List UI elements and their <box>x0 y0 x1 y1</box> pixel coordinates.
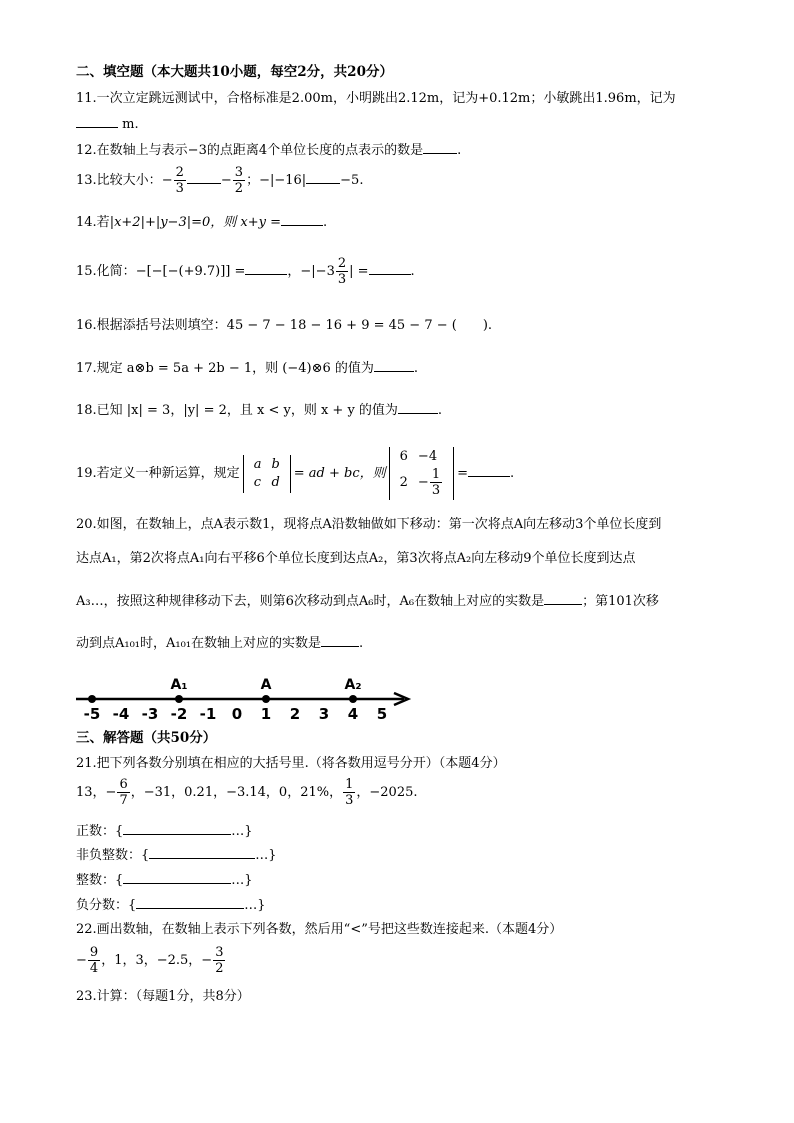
numbers-part-a: 13，− <box>76 785 117 800</box>
point-marker <box>262 695 270 703</box>
point-marker <box>88 695 96 703</box>
question-13-part-2: ；−|−16| <box>246 173 307 188</box>
answer-blank[interactable] <box>544 592 582 605</box>
point-label: A₁ <box>170 677 188 693</box>
question-14 <box>76 213 327 232</box>
question-17 <box>76 359 418 378</box>
question-20-line-1: 20.如图，在数轴上，点A表示数1，现将点A沿数轴做如下移动：第一次将点A向左移动3个单位长度到 <box>76 517 662 532</box>
question-22: 22.画出数轴，在数轴上表示下列各数，然后用“<”号把这些数连接起来.（本题4分） <box>76 922 563 937</box>
point-marker <box>175 695 183 703</box>
set-end: …} <box>244 898 266 913</box>
set-positive <box>76 822 253 841</box>
question-19 <box>76 444 514 504</box>
numbers-part-b: ，−31，0.21，−3.14，0，21%， <box>130 785 343 800</box>
answer-blank[interactable] <box>306 171 340 184</box>
set-nonnegative-integers <box>76 846 277 865</box>
tick-label: -3 <box>141 705 159 723</box>
answer-blank[interactable] <box>468 464 510 477</box>
fraction: $\frac{9}{4}$ <box>89 945 99 976</box>
period: . <box>457 143 462 158</box>
answer-blank[interactable] <box>136 896 244 909</box>
numbers-middle: ，1，3，−2.5，− <box>101 953 213 968</box>
question-20-line-3 <box>76 592 659 611</box>
set-label: 正数：{ <box>76 824 124 839</box>
question-17-text: 17.规定 a⊗b = 5a + 2b − 1，则 (−4)⊗6 的值为 <box>76 361 374 376</box>
tick-label: 3 <box>318 705 330 723</box>
answer-blank[interactable] <box>245 262 287 275</box>
set-label: 非负整数：{ <box>76 848 150 863</box>
question-11-line-1: 11.一次立定跳远测试中，合格标准是2.00m，小明跳出2.12m，记为+0.12m；小敏跳出1.96m，记为 <box>76 91 676 106</box>
question-15-expression-1: −[−[−(+9.7)]] = <box>135 264 246 279</box>
question-19-definition: = ad + bc，则 <box>293 466 386 481</box>
question-16: 16.根据添括号法则填空：45 − 7 − 18 − 16 + 9 = 45 − 7 − ( ). <box>76 318 493 333</box>
question-21-numbers <box>76 774 418 812</box>
question-12 <box>76 141 461 160</box>
question-20-line-2: 达点A₁，第2次将点A₁向右平移6个单位长度到达点A₂，第3次将点A₂向左移动9个单位长度到达点 <box>76 551 636 566</box>
tick-label: -1 <box>199 705 217 723</box>
period: . <box>410 264 415 279</box>
numbers-part-c: ，−2025. <box>356 785 418 800</box>
answer-blank[interactable] <box>281 213 323 226</box>
question-22-numbers: − $\frac{9}{4}$ ，1，3，−2.5，− $\frac{3}{2}$ <box>76 945 224 976</box>
set-negative-fractions <box>76 896 266 915</box>
period: . <box>359 636 364 651</box>
fraction: $\frac{3}{2}$ <box>215 945 224 976</box>
answer-blank[interactable] <box>374 359 414 372</box>
fraction: $\frac{2}{3}$ <box>337 256 347 287</box>
answer-blank[interactable] <box>149 846 255 859</box>
period: . <box>413 361 419 376</box>
fraction: $\frac{1}{3}$ <box>345 777 354 808</box>
question-15-close: | = <box>349 264 369 279</box>
fraction: $\frac{6}{7}$ <box>119 777 128 808</box>
question-12-text: 12.在数轴上与表示−3的点距离4个单位长度的点表示的数是 <box>76 143 424 158</box>
answer-blank[interactable] <box>321 634 359 647</box>
tick-label: 4 <box>347 705 359 723</box>
separator: ， <box>287 264 301 279</box>
question-11-line-2 <box>76 115 139 134</box>
set-label: 整数：{ <box>76 873 124 888</box>
determinant-definition: a b c d <box>243 455 291 493</box>
point-label: A <box>260 677 272 693</box>
tick-label: 2 <box>289 705 301 723</box>
question-15 <box>76 253 415 291</box>
set-label: 负分数：{ <box>76 898 137 913</box>
tick-label: 0 <box>231 705 243 723</box>
question-21: 21.把下列各数分别填在相应的大括号里.（将各数用逗号分开）（本题4分） <box>76 756 506 771</box>
answer-blank[interactable] <box>76 115 118 128</box>
question-18 <box>76 401 442 420</box>
fraction: $\frac{1}{3}$ <box>431 467 441 498</box>
set-end: …} <box>231 873 253 888</box>
question-13: 13.比较大小：− $\frac{2}{3}$ − $\frac{3}{2}$ ；−|−16| −5. <box>76 165 364 196</box>
tick-label: 1 <box>260 705 272 723</box>
point-marker <box>349 695 357 703</box>
determinant-numeric: 6 −4 2 − $\frac{1}{3}$ <box>389 447 454 500</box>
tick-label: -4 <box>112 705 130 723</box>
question-18-text: 18.已知 |x| = 3，|y| = 2，且 x < y，则 x + y 的值为 <box>76 403 398 418</box>
question-13-label: 13.比较大小： <box>76 173 162 188</box>
answer-blank[interactable] <box>398 401 438 414</box>
question-20-line-4-text: 动到点A₁₀₁时，A₁₀₁在数轴上对应的实数是 <box>76 636 322 651</box>
tick-label: -2 <box>170 705 188 723</box>
answer-blank[interactable] <box>123 871 231 884</box>
equals: = <box>457 466 469 481</box>
question-14-label: 14.若 <box>76 215 110 230</box>
fraction: $\frac{3}{2}$ <box>234 165 244 196</box>
answer-blank[interactable] <box>423 141 457 154</box>
period: . <box>510 466 515 481</box>
question-19-label: 19.若定义一种新运算，规定 <box>76 466 240 481</box>
answer-blank[interactable] <box>369 262 411 275</box>
question-20-line-4 <box>76 634 363 653</box>
question-20-line-3a: A₃…，按照这种规律移动下去，则第6次移动到点A₆时，A₆在数轴上对应的实数是 <box>76 594 545 609</box>
question-23: 23.计算：（每题1分，共8分） <box>76 989 250 1004</box>
answer-blank[interactable] <box>187 171 221 184</box>
set-end: …} <box>255 848 277 863</box>
question-15-label: 15.化简： <box>76 264 136 279</box>
fraction: $\frac{2}{3}$ <box>175 165 184 196</box>
set-integers <box>76 871 253 890</box>
number-line-figure <box>72 664 417 726</box>
tick-label: 5 <box>376 705 388 723</box>
set-end: …} <box>231 824 253 839</box>
section-2-title: 二、填空题（本大题共10小题，每空2分，共20分） <box>76 64 393 80</box>
question-13-end: −5. <box>340 173 364 188</box>
period: . <box>437 403 443 418</box>
question-15-expression-2: −|−3 <box>300 264 335 279</box>
period: . <box>323 215 328 230</box>
question-11-unit: m. <box>122 117 139 132</box>
point-label: A₂ <box>344 677 362 693</box>
question-20-line-3b: ；第101次移 <box>582 594 659 609</box>
question-14-expression: |x+2|+|y−3|=0，则 x+y = <box>109 215 281 230</box>
section-3-title: 三、解答题（共50分） <box>76 730 217 746</box>
tick-label: -5 <box>83 705 101 723</box>
answer-blank[interactable] <box>123 822 231 835</box>
